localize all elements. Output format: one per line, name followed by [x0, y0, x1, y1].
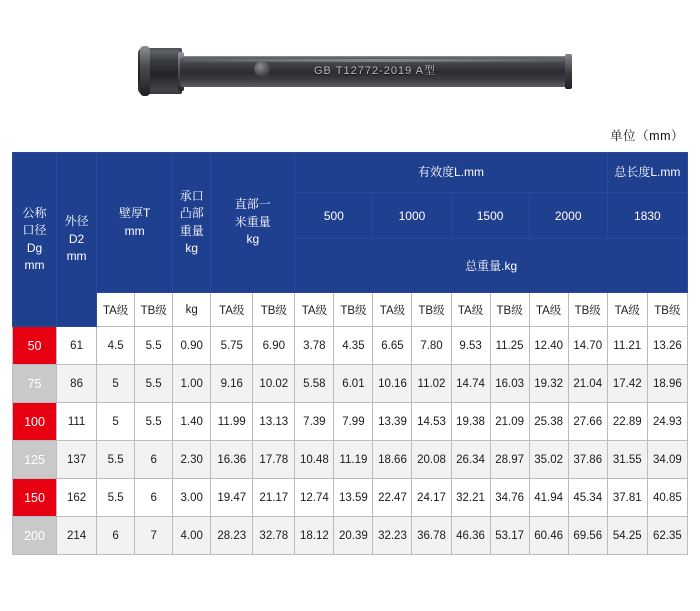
cell-1500-ta: 46.36: [451, 517, 490, 555]
cell-1830-tb: 18.96: [647, 365, 687, 403]
cell-permeter-ta: 28.23: [211, 517, 253, 555]
cell-2000-ta: 12.40: [529, 327, 568, 365]
cell-socket-kg: 1.00: [173, 365, 211, 403]
cell-1500-ta: 19.38: [451, 403, 490, 441]
cell-1830-tb: 62.35: [647, 517, 687, 555]
cast-iron-pipe-image: [138, 48, 570, 94]
cell-500-tb: 13.59: [334, 479, 373, 517]
cell-d2: 162: [57, 479, 97, 517]
cell-wall-ta: 5: [97, 365, 135, 403]
cell-socket-kg: 4.00: [173, 517, 211, 555]
cell-1500-tb: 34.76: [490, 479, 529, 517]
cell-1000-tb: 24.17: [412, 479, 451, 517]
cell-1500-tb: 11.25: [490, 327, 529, 365]
cell-permeter-ta: 19.47: [211, 479, 253, 517]
cell-permeter-ta: 11.99: [211, 403, 253, 441]
cell-wall-tb: 6: [135, 441, 173, 479]
cell-d2: 214: [57, 517, 97, 555]
cell-1500-ta: 9.53: [451, 327, 490, 365]
cell-socket-kg: 1.40: [173, 403, 211, 441]
spec-table: [12, 152, 688, 555]
cell-1000-ta: 13.39: [373, 403, 412, 441]
cell-2000-ta: 60.46: [529, 517, 568, 555]
grade-1500-ta: TA级: [451, 293, 490, 327]
header-total-weight: 总重量.kg: [295, 239, 688, 293]
cell-1830-ta: 54.25: [607, 517, 647, 555]
cell-2000-ta: 19.32: [529, 365, 568, 403]
cell-permeter-tb: 6.90: [253, 327, 295, 365]
cell-2000-ta: 41.94: [529, 479, 568, 517]
cell-1500-tb: 53.17: [490, 517, 529, 555]
table-row: [13, 403, 688, 441]
header-effective-length: 有效度L.mm: [295, 153, 607, 193]
cell-2000-ta: 25.38: [529, 403, 568, 441]
cell-wall-ta: 5: [97, 403, 135, 441]
unit-socket-kg: kg: [173, 293, 211, 327]
grade-1000-tb: TB级: [412, 293, 451, 327]
header-length-1000: 1000: [373, 193, 451, 239]
cell-1000-tb: 14.53: [412, 403, 451, 441]
cell-1000-tb: 7.80: [412, 327, 451, 365]
pipe-spigot-end: [565, 54, 572, 89]
cell-wall-ta: 6: [97, 517, 135, 555]
cell-1000-tb: 20.08: [412, 441, 451, 479]
cell-1830-tb: 13.26: [647, 327, 687, 365]
cell-permeter-ta: 9.16: [211, 365, 253, 403]
cell-d2: 86: [57, 365, 97, 403]
cell-500-tb: 11.19: [334, 441, 373, 479]
table-row: [13, 517, 688, 555]
header-total-length: 总长度L.mm: [607, 153, 687, 193]
cell-1000-ta: 18.66: [373, 441, 412, 479]
cell-permeter-ta: 5.75: [211, 327, 253, 365]
spec-table-wrapper: [12, 152, 688, 555]
cell-2000-tb: 21.04: [568, 365, 607, 403]
cell-1000-ta: 32.23: [373, 517, 412, 555]
grade-2000-ta: TA级: [529, 293, 568, 327]
cell-500-tb: 20.39: [334, 517, 373, 555]
header-length-1500: 1500: [451, 193, 529, 239]
grade-500-ta: TA级: [295, 293, 334, 327]
cell-500-tb: 7.99: [334, 403, 373, 441]
cell-permeter-tb: 17.78: [253, 441, 295, 479]
cell-1500-ta: 32.21: [451, 479, 490, 517]
cell-2000-tb: 45.34: [568, 479, 607, 517]
cell-2000-ta: 35.02: [529, 441, 568, 479]
cell-wall-ta: 5.5: [97, 441, 135, 479]
row-dg-label: 100: [13, 403, 57, 441]
cell-d2: 111: [57, 403, 97, 441]
grade-1830-tb: TB级: [647, 293, 687, 327]
manufacturer-logo-icon: [254, 61, 270, 77]
grade-1830-ta: TA级: [607, 293, 647, 327]
cell-1500-ta: 14.74: [451, 365, 490, 403]
table-row: [13, 441, 688, 479]
cell-1830-tb: 34.09: [647, 441, 687, 479]
unit-note: 单位（mm）: [610, 129, 684, 143]
cell-socket-kg: 3.00: [173, 479, 211, 517]
cell-wall-tb: 7: [135, 517, 173, 555]
grade-permeter-tb: TB级: [253, 293, 295, 327]
header-per-meter-weight: 直部一 米重量 kg: [211, 153, 295, 293]
header-length-2000: 2000: [529, 193, 607, 239]
cell-wall-ta: 5.5: [97, 479, 135, 517]
cell-1000-tb: 11.02: [412, 365, 451, 403]
cell-d2: 61: [57, 327, 97, 365]
cell-1500-tb: 28.97: [490, 441, 529, 479]
cell-1500-ta: 26.34: [451, 441, 490, 479]
grade-1000-ta: TA级: [373, 293, 412, 327]
cell-permeter-tb: 32.78: [253, 517, 295, 555]
cell-500-ta: 5.58: [295, 365, 334, 403]
cell-1830-tb: 40.85: [647, 479, 687, 517]
header-dg: 公称 口径 Dg mm: [13, 153, 57, 327]
cell-1830-ta: 22.89: [607, 403, 647, 441]
cell-1830-ta: 17.42: [607, 365, 647, 403]
cell-1830-ta: 37.81: [607, 479, 647, 517]
cell-2000-tb: 27.66: [568, 403, 607, 441]
pipe-socket-lip: [140, 46, 150, 96]
cell-wall-tb: 5.5: [135, 365, 173, 403]
cell-permeter-tb: 13.13: [253, 403, 295, 441]
cell-1500-tb: 21.09: [490, 403, 529, 441]
cell-1000-ta: 6.65: [373, 327, 412, 365]
cell-500-ta: 18.12: [295, 517, 334, 555]
header-row-main: [13, 153, 688, 193]
header-row-grades: [13, 293, 688, 327]
cell-wall-tb: 5.5: [135, 403, 173, 441]
grade-wall-tb: TB级: [135, 293, 173, 327]
cell-d2: 137: [57, 441, 97, 479]
header-socket-weight: 承口 凸部 重量 kg: [173, 153, 211, 293]
grade-wall-ta: TA级: [97, 293, 135, 327]
header-wall-thickness: 壁厚T mm: [97, 153, 173, 293]
table-row: [13, 327, 688, 365]
cell-1830-ta: 11.21: [607, 327, 647, 365]
row-dg-label: 50: [13, 327, 57, 365]
cell-500-tb: 4.35: [334, 327, 373, 365]
cell-wall-tb: 5.5: [135, 327, 173, 365]
product-photo: [0, 0, 700, 118]
grade-500-tb: TB级: [334, 293, 373, 327]
header-length-1830: 1830: [607, 193, 687, 239]
cell-wall-tb: 6: [135, 479, 173, 517]
cell-500-ta: 7.39: [295, 403, 334, 441]
cell-2000-tb: 37.86: [568, 441, 607, 479]
table-row: [13, 365, 688, 403]
row-dg-label: 150: [13, 479, 57, 517]
grade-2000-tb: TB级: [568, 293, 607, 327]
cell-500-ta: 12.74: [295, 479, 334, 517]
pipe-standard-marking: GB T12772-2019 A型: [314, 65, 436, 77]
cell-1830-ta: 31.55: [607, 441, 647, 479]
cell-2000-tb: 69.56: [568, 517, 607, 555]
cell-2000-tb: 14.70: [568, 327, 607, 365]
cell-permeter-tb: 21.17: [253, 479, 295, 517]
row-dg-label: 125: [13, 441, 57, 479]
row-dg-label: 75: [13, 365, 57, 403]
cell-1000-ta: 10.16: [373, 365, 412, 403]
row-dg-label: 200: [13, 517, 57, 555]
cell-socket-kg: 2.30: [173, 441, 211, 479]
header-d2: 外径 D2 mm: [57, 153, 97, 327]
cell-1000-ta: 22.47: [373, 479, 412, 517]
cell-500-ta: 10.48: [295, 441, 334, 479]
grade-1500-tb: TB级: [490, 293, 529, 327]
grade-permeter-ta: TA级: [211, 293, 253, 327]
cell-500-tb: 6.01: [334, 365, 373, 403]
cell-wall-ta: 4.5: [97, 327, 135, 365]
table-row: [13, 479, 688, 517]
cell-permeter-ta: 16.36: [211, 441, 253, 479]
cell-1000-tb: 36.78: [412, 517, 451, 555]
cell-permeter-tb: 10.02: [253, 365, 295, 403]
cell-500-ta: 3.78: [295, 327, 334, 365]
cell-1500-tb: 16.03: [490, 365, 529, 403]
header-length-500: 500: [295, 193, 373, 239]
cell-1830-tb: 24.93: [647, 403, 687, 441]
cell-socket-kg: 0.90: [173, 327, 211, 365]
